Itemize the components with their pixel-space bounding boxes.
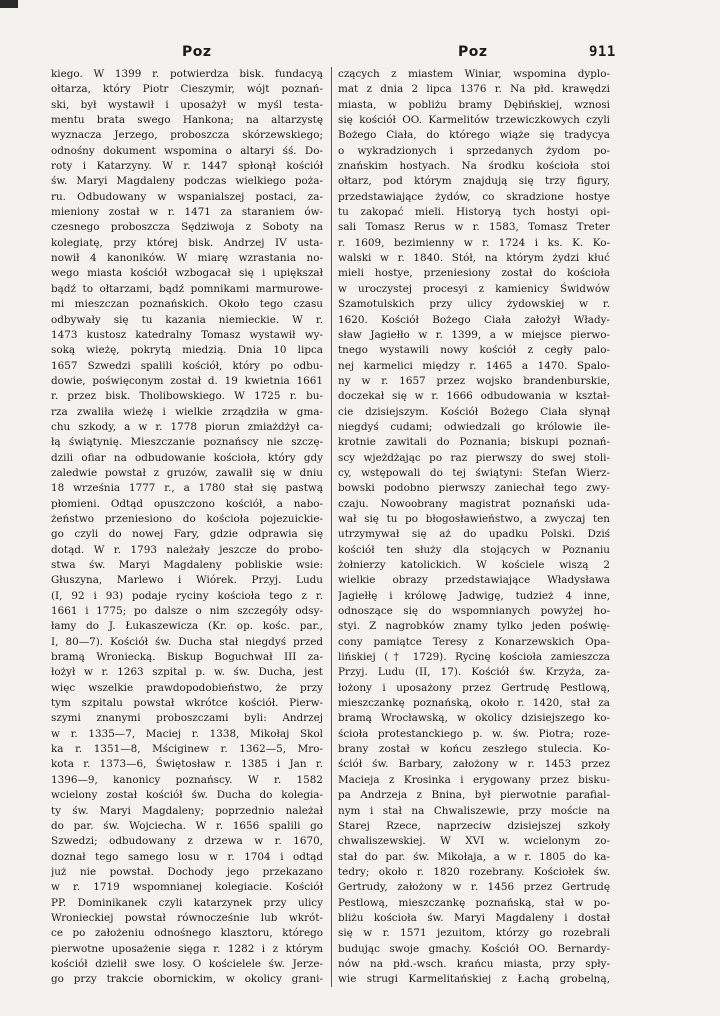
text-line: cy, wstępowali do tej świątyni: Stefan Wierz- <box>338 466 610 479</box>
running-head-left: Poz <box>182 44 212 60</box>
text-line: budując swoje gmachy. Kościół OO. Bernardy- <box>338 942 610 955</box>
text-line: żeństwo przeniesiono do kościoła pojezuickie- <box>51 512 323 525</box>
text-line: Głuszyna, Marlewo i Wiórek. Przyj. Ludu <box>51 574 323 587</box>
running-head-right: Poz <box>458 44 488 60</box>
column-divider <box>331 67 332 987</box>
text-line: ski, był wystawił i uposażył w myśl testa- <box>51 98 323 111</box>
text-line: stwa św. Maryi Magdaleny pobliskie wsie: <box>51 559 323 571</box>
text-line: nów na płd.-wsch. krańcu miasta, przy spły- <box>338 957 610 970</box>
text-line: (I, 92 i 93) podaje ryciny kościoła tego z r. <box>51 589 323 602</box>
text-line: rza zwaliła wieżę i wielkie zrządziła w gma- <box>51 405 323 418</box>
text-line: mieli hostye, przeniesiony został do kościoła <box>338 267 610 280</box>
text-line: ny w r. 1657 przez wojsko brandenburskie, <box>338 374 610 387</box>
text-line: szymi znanymi proboszczami byli: Andrzej <box>51 712 323 725</box>
text-line: Starej Rzece, naprzeciw dzisiejszej szkoły <box>338 819 610 832</box>
text-line: nowił 4 kanoników. W miarę wzrastania no- <box>51 252 323 265</box>
text-line: dowie, poświęconym został d. 19 kwietnia 1661 <box>51 374 323 387</box>
text-line: ce po założeniu odnośnego klasztoru, którego <box>51 927 323 940</box>
text-line: cony pamiątce Teresy z Konarzewskich Opa- <box>338 635 610 648</box>
text-line: 1661 i 1775; po dalsze o nim szczegóły odsy- <box>51 605 323 618</box>
text-line: łamy do J. Łukaszewicza (Kr. op. kośc. par., <box>51 620 323 633</box>
text-line: roty i Katarzyny. W r. 1447 spłonął kościół <box>51 160 323 173</box>
text-line: dotąd. W r. 1793 należały jeszcze do probo- <box>51 543 323 556</box>
text-line: o wykradzionych i sprzedanych żydom po- <box>338 144 610 157</box>
text-line: już nie powstał. Dochody jego przekazano <box>51 865 323 878</box>
text-line: soką wieżę, pokrytą miedzią. Dnia 10 lipca <box>51 344 323 357</box>
text-line: dzili ofiar na odbudowanie kościoła, który gdy <box>51 451 323 464</box>
scan-corner-mark <box>0 0 18 8</box>
text-line: I, 80—7). Kościół św. Ducha stał niegdyś przed <box>51 635 323 648</box>
text-line: wego miasta kościół wzbogacał się i upiększał <box>51 267 323 280</box>
text-line: kota r. 1373—6, Świętosław r. 1385 i Jan r. <box>51 758 323 771</box>
text-line: w r. 1719 wspomnianej kolegiacie. Kościół <box>51 881 323 894</box>
text-line: tedry; około r. 1820 rozebrany. Kościołek św. <box>338 865 610 878</box>
text-line: mi mieszczan poznańskich. Około tego czasu <box>51 298 323 311</box>
text-line: wie strugi Karmelitańskiej z Łachą grobelną, <box>338 973 610 986</box>
text-line: płomieni. Odtąd opuszczono kościół, a nabo- <box>51 497 323 510</box>
text-line: cie dzisiejszym. Kościół Bożego Ciała słynął <box>338 405 610 418</box>
text-line: 1473 kustosz katedralny Tomasz wystawił wy- <box>51 328 323 341</box>
text-line: ty św. Maryi Magdaleny; poprzednio należał <box>51 804 323 817</box>
text-line: 18 września 1777 r., a 1780 stał się pastwą <box>51 482 323 495</box>
text-line: pierwotne uposażenie sięga r. 1282 i z którym <box>51 942 323 955</box>
text-line: 1657 Szwedzi spalili kościół, który po odbu- <box>51 359 323 372</box>
text-line: bramą Wrocławską, w okolicy dzisiejszego ko- <box>338 712 610 725</box>
text-line: doznał tego samego losu w r. 1704 i odtąd <box>51 850 323 863</box>
text-line: tnego wystawili nowy kościół z cegły palo- <box>338 344 610 357</box>
text-line: ka r. 1351—8, Mściginew r. 1362—5, Mro- <box>51 743 323 756</box>
text-line: do par. św. Wojciecha. W r. 1656 spalili go <box>51 819 323 832</box>
text-line: odbywały się tu kazania niemieckie. W r. <box>51 313 323 326</box>
text-line: Macieja z Krosinka i erygowany przez bisku- <box>338 773 610 786</box>
text-line: mieniony został w r. 1471 za staraniem ów- <box>51 206 323 219</box>
text-line: czaju. Nowoobrany magistrat poznański uda- <box>338 497 610 510</box>
text-line: bliżu kościoła św. Maryi Magdaleny i dostał <box>338 911 610 924</box>
text-line: żołnierzy katolickich. W kościele wiszą 2 <box>338 559 610 571</box>
text-line: mieszczankę poznańską, około r. 1420, stał za <box>338 697 610 710</box>
text-line: Gertrudy, założony w r. 1456 przez Gertrudę <box>338 881 610 894</box>
text-line: w r. 1335—7, Maciej r. 1338, Mikołaj Skol <box>51 727 323 740</box>
text-line: utrzymywał się aż do upadku Polski. Dziś <box>338 528 610 541</box>
text-line: lińskiej († 1729). Rycinę kościoła zamieszcza <box>338 651 610 664</box>
text-line: kościół ten służy dla stojących w Poznaniu <box>338 543 610 556</box>
text-line: Bożego Ciała, do którego wiąże się tradycya <box>338 129 610 142</box>
text-line: odnoszące się do wspomnianych powyżej ho- <box>338 605 610 618</box>
text-line: wielkie obrazy przedstawiające Władysława <box>338 574 610 587</box>
text-line: odnośny dokument wspomina o altaryi śś. Do- <box>51 144 323 157</box>
text-line: chu szkody, a w r. 1778 piorun zmiażdżył ca- <box>51 420 323 433</box>
text-line: bądź to ołtarzami, bądź pomnikami marmurowe- <box>51 282 323 295</box>
text-line: r. przez bisk. Tholibowskiego. W 1725 r. bu- <box>51 390 323 403</box>
page-number: 911 <box>589 44 616 60</box>
text-line: styi. Z nagrobków znamy tylko jeden poświę- <box>338 620 610 633</box>
text-line: Szamotulskich przy ulicy żydowskiej w r. <box>338 298 610 311</box>
text-line: Wronieckiej powstał równocześnie lub wkrót- <box>51 911 323 924</box>
text-line: go czyli do nowej Fary, gdzie odprawia się <box>51 528 323 541</box>
text-line: kościół dzielił swe losy. O kościelele św. Jerze- <box>51 957 323 970</box>
text-line: brany został w końcu zeszłego stulecia. Ko- <box>338 743 610 756</box>
text-line: niegdyś cudami; odwiedzali go królowie ile- <box>338 420 610 433</box>
text-line: znańskim hostyach. Na środku kościoła stoi <box>338 160 610 173</box>
text-line: mat z dnia 2 lipca 1376 r. Na płd. krawędzi <box>338 83 610 96</box>
text-line: tym szpitalu powstał wkrótce kościół. Pierw- <box>51 697 323 710</box>
text-line: stał do par. św. Mikołaja, a w r. 1805 do ka- <box>338 850 610 863</box>
text-line: tu zakopać mieli. Historyą tych hostyi opi- <box>338 206 610 219</box>
text-line: się kościół OO. Karmelitów trzewiczkowych czyli <box>338 114 610 127</box>
text-line: łożony i uposażony przez Gertrudę Pestlową, <box>338 681 610 694</box>
text-line: sław Jagiełło w r. 1399, a w miejsce pierwo- <box>338 328 610 341</box>
text-line: ściół św. Barbary, założony w r. 1453 przez <box>338 758 610 771</box>
left-column <box>51 67 323 988</box>
text-line: przedstawiające żydów, co skradzione hostye <box>338 190 610 203</box>
text-line: łożył w r. 1263 szpital p. w. św. Ducha, jest <box>51 666 323 679</box>
text-line: nym i stał na Chwaliszewie, przy moście na <box>338 804 610 817</box>
text-line: Przyj. Ludu (II, 17). Kościół św. Krzyża, za- <box>338 666 610 679</box>
text-line: PP. Dominikanek czyli katarzynek przy ulicy <box>51 896 323 909</box>
text-line: nej karmelici między r. 1465 a 1470. Spalo- <box>338 359 610 372</box>
text-line: 1620. Kościół Bożego Ciała założył Włady- <box>338 313 610 326</box>
text-line: Jagiełłę i królowę Jadwigę, tudzież 4 inne, <box>338 589 610 602</box>
text-line: mentu brata swego Hankona; na altarzystę <box>51 114 323 127</box>
text-line: go przy trakcie obornickim, w okolicy grani- <box>51 973 323 986</box>
text-line: Szwedzi; odbudowany z drzewa w r. 1670, <box>51 835 323 848</box>
text-line: 1396—9, kanonicy poznańscy. W r. 1582 <box>51 773 323 786</box>
text-line: św. Maryi Magdaleny podczas wielkiego poża- <box>51 175 323 188</box>
text-line: kolegiatę, przy której bisk. Andrzej IV ustа- <box>51 236 323 249</box>
text-line: wyznacza Jerzego, proboszcza skórzewskiego; <box>51 129 323 142</box>
text-line: doczekał się w r. 1666 odbudowania w kształ- <box>338 390 610 403</box>
text-line: ołtarza, który Piotr Cieszymir, wójt poznań- <box>51 83 323 96</box>
text-line: w uroczystej procesyi z kamienicy Świdwów <box>338 282 610 295</box>
text-line: wcielony został kościół św. Ducha do kolegia- <box>51 789 323 802</box>
right-column <box>338 67 610 988</box>
text-line: się w r. 1571 jezuitom, którzy go rozebrali <box>338 927 610 940</box>
text-line: wał się tu po błogosławieństwo, a zwyczaj ten <box>338 512 610 525</box>
text-line: krotnie zawitali do Poznania; biskupi poznań- <box>338 436 610 449</box>
text-line: bowski podobno pierwszy zaniechał tego zwy- <box>338 482 610 495</box>
text-line: bramą Wroniecką. Biskup Boguchwał III za- <box>51 651 323 664</box>
text-line: zaledwie powstał z gruzów, zawalił się w dniu <box>51 466 323 479</box>
text-line: czesnego proboszcza Sędziwoja z Soboty na <box>51 221 323 234</box>
text-line: ołtarz, pod którym znajdują się trzy figury, <box>338 175 610 188</box>
text-line: ru. Odbudowany w wspanialszej postaci, za- <box>51 190 323 203</box>
text-line: r. 1609, bezimienny w r. 1724 i ks. K. Ko- <box>338 236 610 249</box>
text-line: chwaliszewskiej. W XVI w. wcielonym zo- <box>338 835 610 848</box>
text-line: walski w r. 1840. Stół, na którym żydzi kłuć <box>338 252 610 265</box>
text-line: kiego. W 1399 r. potwierdza bisk. fundacyą <box>51 68 323 80</box>
text-line: sali Tomasz Rerus w r. 1583, Tomasz Treter <box>338 221 610 234</box>
text-line: scy wjeżdżając po raz pierwszy do swej stoli- <box>338 451 610 464</box>
text-line: miasta, w pobliżu bramy Dębińskiej, wznosi <box>338 98 610 111</box>
text-line: więc wszelkie prawdopodobieństwo, że przy <box>51 681 323 694</box>
text-line: ścioła protestanckiego p. w. św. Piotra; roze- <box>338 727 610 740</box>
text-line: pa Andrzeja z Bnina, był pierwotnie parafial- <box>338 789 610 802</box>
text-line: łą świątynię. Mieszczanie poznańscy nie szczę- <box>51 436 323 449</box>
text-line: Pestlową, mieszczankę poznańską, stał w po- <box>338 896 610 909</box>
text-line: czących z miastem Winiar, wspomina dyplo- <box>338 68 610 80</box>
